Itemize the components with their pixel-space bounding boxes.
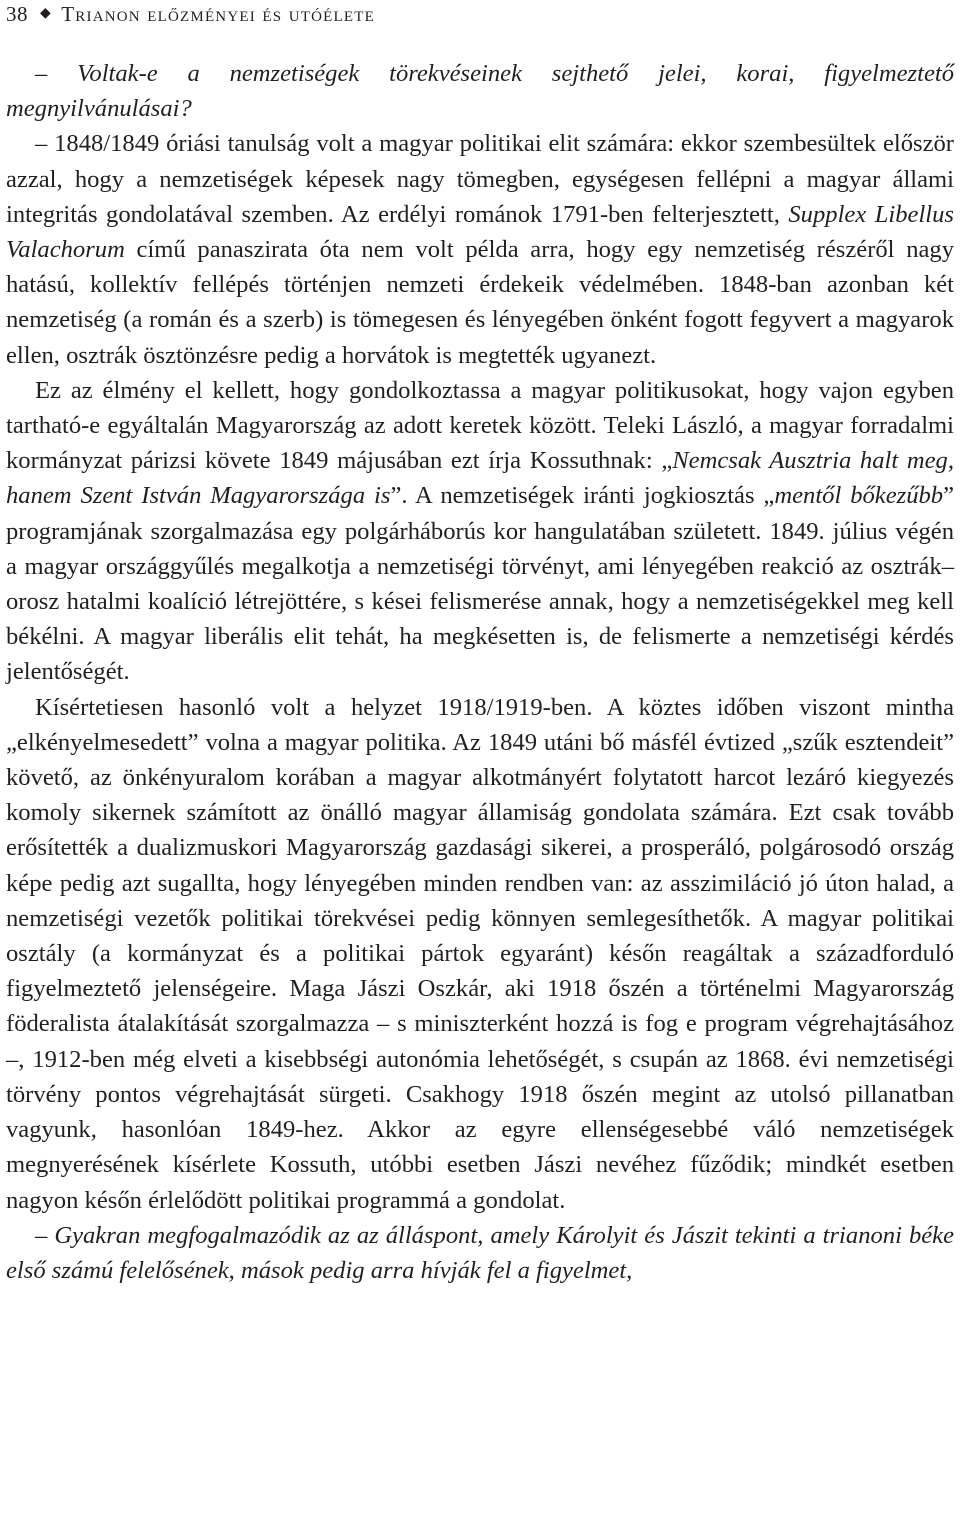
answer-paragraph-2-text-c: ” programjának szorgalmazása egy polgárháborús kor hangulatában született. 1849. július végén a magyar országgyűlés megalkotja a nemzetiségi törvényt, ami lényegében reakció az osztrák–orosz hatalmi koalíció létrejöttére, s kései felismerése annak, hogy a nemzetiségekkel meg kell békélni. A magyar liberális elit tehát, ha megkésetten is, de felismerte a nemzetiségi kérdés jelentőségét.: [6, 482, 955, 686]
question-paragraph-2: – Gyakran megfogalmazódik az az álláspont, amely Károlyit és Jászit tekinti a trianoni béke első számú felelősének, mások pedig arra hívják fel a figyelmet,: [6, 1221, 954, 1284]
answer-paragraph-3: Kísértetiesen hasonló volt a helyzet 1918/1919-ben. A köztes időben viszont mintha „elkényelmesedett” volna a magyar politika. Az 1849 utáni bő másfél évtized „szűk esztendeit” követő, az önkényuralom korában a magyar alkotmányért folytatott harcot lezáró kiegyezés komoly sikernek számított az önálló magyar államiság gondolata számára. Ezt csak tovább erősítették a dualizmuskori Magyarország gazdasági sikerei, a prosperáló, polgárosodó ország képe pedig azt sugallta, hogy lényegében minden rendben van: az asszimiláció jó úton halad, a nemzetiségi vezetők politikai törekvései pedig könnyen semlegesíthetők. A magyar politikai osztály (a kormányzat és a politikai pártok egyaránt) későn reagáltak a századforduló figyelmeztető jelenségeire. Maga Jászi Oszkár, aki 1918 őszén a történelmi Magyarország föderalista átalakítását szorgalmazza – s miniszterként hozzá is fog e program végrehajtásához –, 1912-ben még elveti a kisebbségi autonómia lehetőségét, s csupán az 1868. évi nemzetiségi törvény pontos végrehajtását sürgeti. Csakhogy 1918 őszén megint az utolsó pillanatban vagyunk, hasonlóan 1849-hez. Akkor az egyre ellenségesebbé váló nemzetiségek megnyerésének kísérlete Kossuth, utóbbi esetben Jászi nevéhez fűződik; mindkét esetben nagyon későn érlelődött politikai programmá a gondolat.: [6, 693, 954, 1214]
diamond-separator-icon: ◆: [40, 5, 52, 21]
page-number: 38: [6, 1, 28, 26]
answer-paragraph-2-text-b: ”. A nemzetiségek iránti jogkiosztás „: [390, 482, 775, 510]
mentol-bokezubb-quote: mentől bőkezűbb: [774, 482, 944, 510]
answer-paragraph-2: [6, 373, 954, 690]
teleki-quote: Nemcsak Ausztria halt meg, hanem Szent István Magyarországa is: [6, 447, 954, 510]
answer-paragraph-1-text-a: – 1848/1849 óriási tanulság volt a magyar politikai elit számára: ekkor szembesültek először azzal, hogy a nemzetiségek képesek nagy tömegben, egységesen fellépni a magyar állami integritás gondolatával szemben. Az erdélyi románok 1791-ben felterjesztett,: [6, 130, 954, 228]
answer-paragraph-1: [6, 126, 954, 372]
running-head: [6, 0, 954, 28]
running-head-title: Trianon előzményei és utóélete: [61, 1, 375, 26]
supplex-libellus-title: Supplex Libellus Valachorum: [6, 200, 954, 264]
answer-paragraph-1-text-b: című panaszirata óta nem volt példa arra, hogy egy nemzetiség részéről nagy hatású, kollektív fellépés történjen nemzeti érdekeik védelmében. 1848-ban azonban két nemzetiség (a román és a szerb) is tömegesen és lényegében önként fogott fegyvert a magyarok ellen, osztrák ösztönzésre pedig a horvátok is megtették ugyanezt.: [6, 236, 954, 369]
question-paragraph-1: – Voltak-e a nemzetiségek törekvéseinek sejthető jelei, korai, figyelmeztető megnyilvánulásai?: [6, 60, 954, 123]
answer-paragraph-2-text-a: Ez az élmény el kellett, hogy gondolkoztassa a magyar politikusokat, hogy vajon egyben tartható-e egyáltalán Magyarország az adott keretek között. Teleki László, a magyar forradalmi kormányzat párizsi követe 1849 májusában ezt írja Kossuthnak: „: [6, 376, 954, 475]
body-text: [6, 56, 954, 1288]
